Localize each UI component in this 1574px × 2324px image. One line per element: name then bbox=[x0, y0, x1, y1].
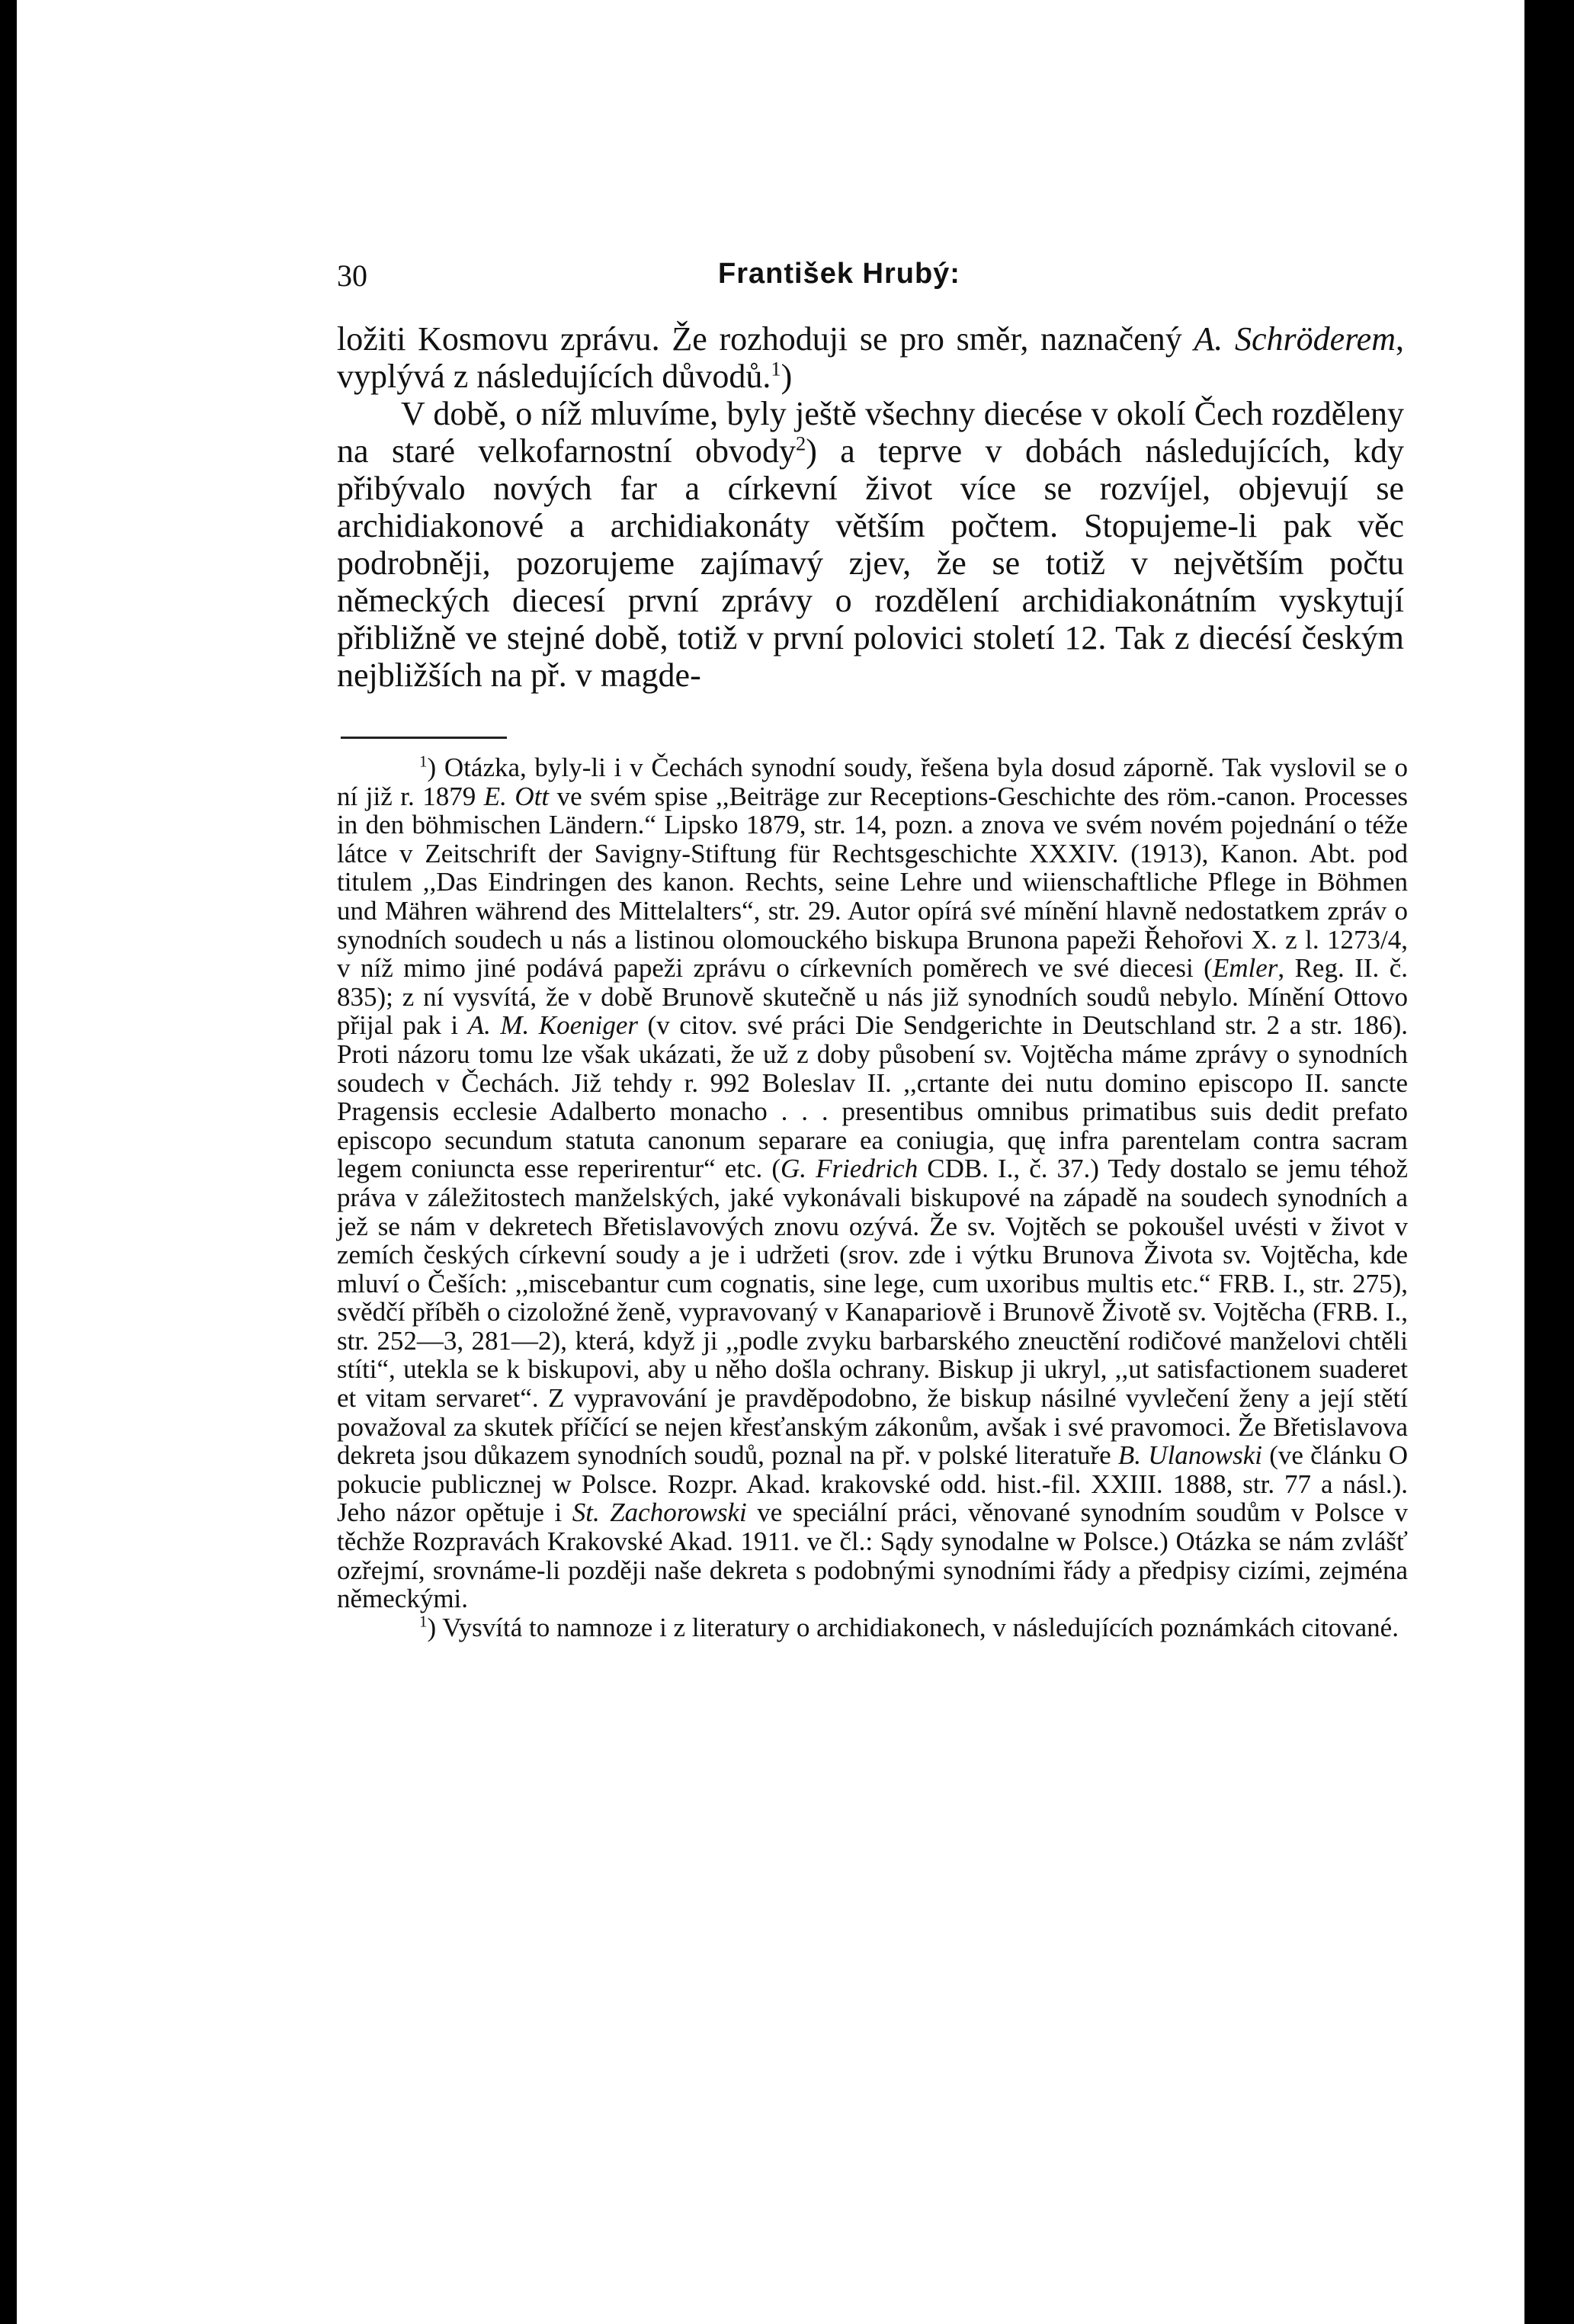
footnote-text: ) Otázka, byly-li i v Čechách synodní soudy, řešena byla dosud záporně. Tak vyslovil se o ní již r. 1879 bbox=[337, 753, 1408, 811]
paragraph-1-end: ) bbox=[781, 358, 793, 395]
footnote-1 bbox=[337, 753, 1408, 1613]
cited-author: A. M. Koeniger bbox=[467, 1010, 639, 1041]
paragraph-1-text: ložiti Kosmovu zprávu. Že rozhoduji se pro směr, naznačený bbox=[337, 320, 1194, 358]
book-page bbox=[17, 0, 1541, 2324]
scan-edge bbox=[1524, 0, 1541, 2324]
page-header bbox=[337, 258, 1404, 296]
paragraph-2-text: V době, o níž mluvíme, byly ještě všechny diecése v okolí Čech rozděleny na staré velkofarnostní obvody bbox=[337, 395, 1404, 470]
main-text bbox=[337, 320, 1404, 694]
cited-author: Emler bbox=[1212, 953, 1278, 984]
footnote-text: ve speciální práci, věnované synodním soudům v Polsce v těchže Rozpravách Krakovské Akad. 1911. ve čl.: Sądy synodalne w Polsce.) Otázka se nám zvlášť ozřejmí, srovnáme-li později naše dekreta s podobnými synodními řády a předpisy cizími, zejména německými. bbox=[337, 1497, 1408, 1614]
footnotes bbox=[337, 753, 1408, 1642]
paragraph-1 bbox=[337, 320, 1404, 395]
footnote-text: (v citov. své práci Die Sendgerichte in Deutschland str. 2 a str. 186). Proti názoru tomu lze však ukázati, že už z doby působení sv. Vojtěcha máme zprávy o synodních soudech v Čechách. Již tehdy r. 992 Boleslav II. ,,crtante dei nutu domino episcopo II. sancte Pragensis ecclesie Adalberto monacho . . . presentibus omnibus primatibus suis dedit prefato episcopo secundum statuta canonum separare ea coniugia, quę infra parentelam contra sacram legem coniuncta esse reperirentur“ etc. ( bbox=[337, 1010, 1409, 1184]
footnote-2 bbox=[337, 1613, 1408, 1642]
footnote-text: ) Vysvítá to namnoze i z literatury o archidiakonech, v následujících poznámkách citované. bbox=[427, 1612, 1399, 1642]
footnote-ref: 1 bbox=[771, 357, 781, 380]
running-title: František Hrubý: bbox=[718, 258, 960, 290]
footnote-divider bbox=[341, 737, 507, 739]
footnote-text: CDB. I., č. 37.) Tedy dostalo se jemu téhož práva v záležitostech manželských, jaké vykonávali biskupové na západě na soudech synodních a jež se nám v dekretech Břetislavových znovu ozývá. Že sv. Vojtěch se pokoušel uvésti v život v zemích českých církevní soudy a je i udržeti (srov. zde i výtku Brunova Života sv. Vojtěcha, kde mluví o Češích: ,,miscebantur cum cognatis, sine lege, cum uxoribus multis etc.“ FRB. I., str. 275), svědčí příběh o cizoložné ženě, vypravovaný v Kanapariově i Brunově Životě sv. Vojtěcha (FRB. I., str. 252—3, 281—2), která, když ji ,,podle zvyku barbarského zneuctění rodičové manželovi chtěli stíti“, utekla se k biskupovi, aby u něho došla ochrany. Biskup ji ukryl, ,,ut satisfactionem suaderet et vitam servaret“. Z vypravování je pravděpodobno, že biskup násilné vyvlečení ženy a její stětí považoval za skutek příčící se nejen křesťanským zákonům, avšak i své pravomoci. Že Břetislavova dekreta jsou důkazem synodních soudů, poznal na př. v polské literatuře bbox=[337, 1154, 1409, 1471]
footnote-text: (ve článku O pokucie publicznej w Polsce. Rozpr. Akad. krakovské odd. hist.-fil. XXIII. 1888, str. 77 a násl.). Jeho názor opětuje i bbox=[337, 1440, 1408, 1528]
footnote-marker: 1 bbox=[419, 1612, 428, 1631]
paragraph-1-text-cont: , vyplývá z následujících důvodů. bbox=[337, 320, 1404, 395]
cited-author: E. Ott bbox=[483, 781, 550, 811]
cited-author: B. Ulanowski bbox=[1117, 1440, 1263, 1471]
cited-author: St. Zachorowski bbox=[572, 1497, 747, 1528]
footnote-text: , Reg. II. č. 835); z ní vysvítá, že v době Brunově skutečně u nás již synodních soudů nebylo. Mínění Ottovo přijal pak i bbox=[337, 953, 1408, 1041]
author-name: A. Schröderem bbox=[1194, 320, 1396, 358]
footnote-ref: 2 bbox=[796, 432, 806, 455]
page-number: 30 bbox=[337, 258, 367, 293]
cited-author: G. Friedrich bbox=[781, 1154, 918, 1184]
footnote-marker: 1 bbox=[419, 752, 428, 771]
paragraph-2 bbox=[337, 395, 1404, 694]
footnote-text: ve svém spise ,,Beiträge zur Receptions-Geschichte des röm.-canon. Processes in den böhmischen Ländern.“ Lipsko 1879, str. 14, pozn. a znova ve svém novém pojednání o téže látce v Zeitschrift der Savigny-Stiftung für Rechtsgeschichte XXXIV. (1913), Kanon. Abt. pod titulem ,,Das Eindringen des kanon. Rechts, seine Lehre und wiienschaftliche Pflege in Böhmen und Mähren während des Mittelalters“, str. 29. Autor opírá své mínění hlavně nedostatkem zpráv o synodních soudech u nás a listinou olomouckého biskupa Brunona papeži Řehořovi X. z l. 1273/4, v níž mimo jiné podává papeži zprávu o církevních poměrech ve své diecesi ( bbox=[337, 781, 1408, 984]
paragraph-2-text-cont: ) a teprve v dobách následujících, kdy přibývalo nových far a církevní život více se rozvíjel, objevují se archidiakonové a archidiakonáty větším počtem. Stopujeme-li pak věc podrobněji, pozorujeme zajímavý zjev, že se totiž v největším počtu německých diecesí první zprávy o rozdělení archidiakonátním vyskytují přibližně ve stejné době, totiž v první polovici století 12. Tak z diecésí českým nejbližších na př. v magde- bbox=[337, 432, 1404, 694]
